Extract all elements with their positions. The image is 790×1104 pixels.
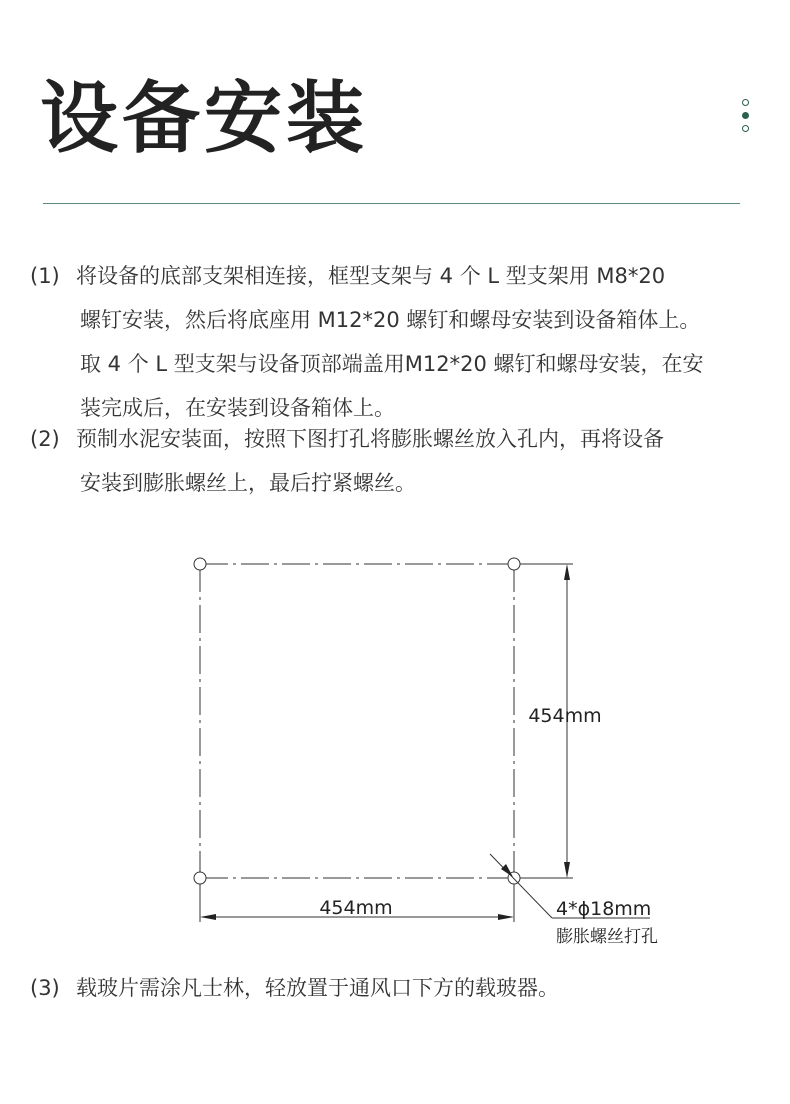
step-text: 载玻片需涂凡士林，轻放置于通风口下方的载玻器。 [76,976,559,1000]
step-number: (2) [30,427,60,451]
height-dimension-label: 454mm [528,705,602,727]
dim-arrow-up [564,564,570,580]
step-3-line-1 [30,966,775,1010]
hole-top-left [194,558,206,570]
step-1-line-4: 装完成后，在安装到设备箱体上。 [80,396,395,420]
step-number: (3) [30,976,60,1000]
dim-arrow-down [564,862,570,878]
step-3 [30,966,775,1010]
step-1-line-3: 取 4 个 L 型支架与设备顶部端盖用M12*20 螺钉和螺母安装，在安 [80,352,704,376]
hole-size-label: 4*ϕ18mm [556,898,652,920]
leader-arrow [501,864,513,877]
width-dimension-label: 454mm [319,897,393,919]
hole-top-right [508,558,520,570]
step-2-line-2: 安装到膨胀螺丝上，最后拧紧螺丝。 [80,471,416,495]
hole-bottom-left [194,872,206,884]
dim-arrow-left [200,914,216,920]
hole-note-label: 膨胀螺丝打孔 [556,927,658,947]
step-number: (1) [30,264,60,288]
hole-leader-line [490,854,552,918]
step-text: 预制水泥安装面，按照下图打孔将膨胀螺丝放入孔内，再将设备 [76,427,664,451]
step-1-line-2: 螺钉安装，然后将底座用 M12*20 螺钉和螺母安装到设备箱体上。 [80,308,701,332]
dim-arrow-right [498,914,514,920]
page-title: 设备安装 [40,74,369,164]
step-text: 将设备的底部支架相连接，框型支架与 4 个 L 型支架用 M8*20 [76,264,666,288]
